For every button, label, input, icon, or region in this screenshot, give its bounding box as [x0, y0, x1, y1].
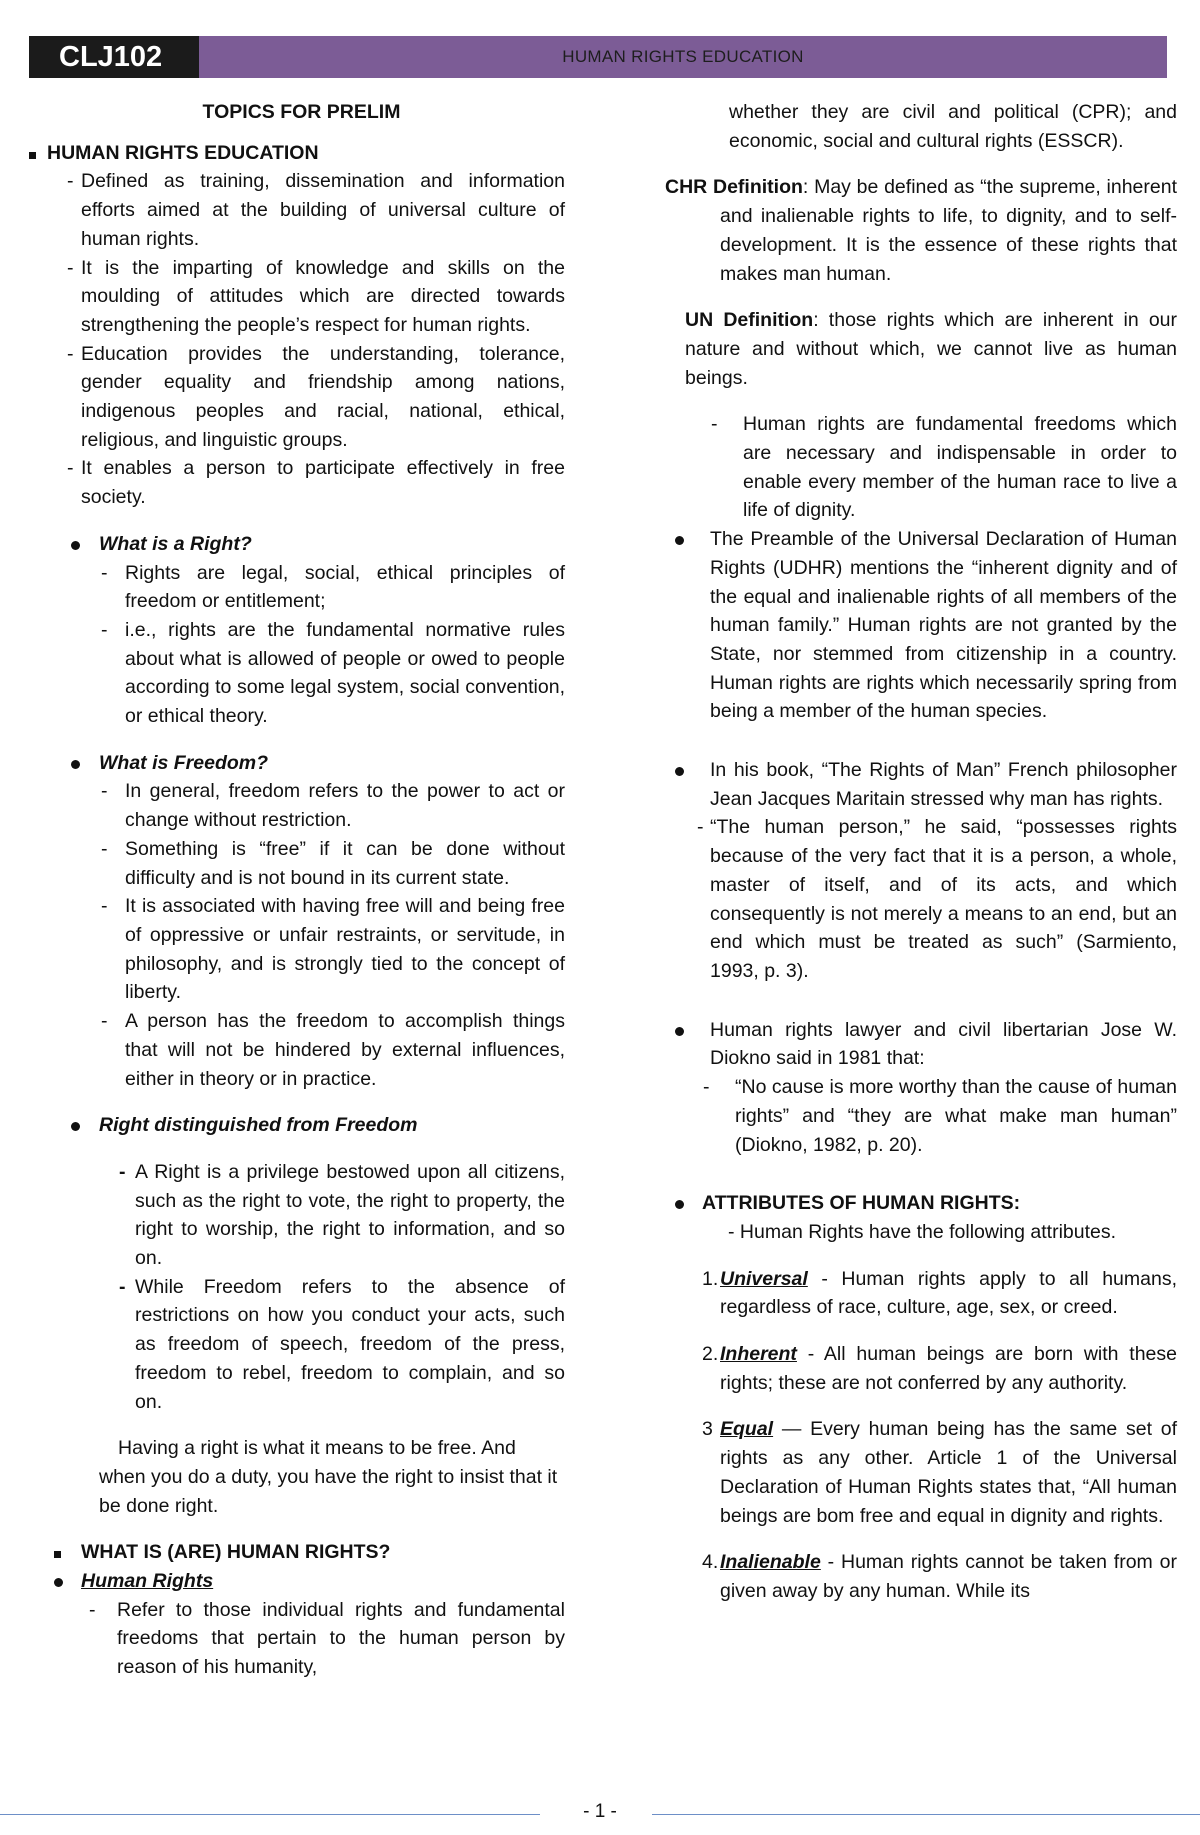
square-bullet-icon [29, 139, 36, 168]
chr-definition: CHR Definition: May be defined as “the supreme, inherent and inalienable rights to life, to dignity, and to self-development. It is the essence of these rights that makes man human. [665, 176, 1177, 285]
footer-rule-left [0, 1814, 540, 1815]
bullet-icon [675, 525, 684, 554]
list-item: - It enables a person to participate effectively in free society. [67, 457, 565, 509]
diokno-bullet: Human rights lawyer and civil libertarian Jose W. Diokno said in 1981 that: [660, 1016, 1177, 1073]
list-item: - “No cause is more worthy than the cause of human rights” and “they are what make man human” (Diokno, 1982, p. 20). [703, 1076, 1177, 1156]
list-item: - It is the imparting of knowledge and skills on the moulding of attitudes which are directed towards strengthening the people’s respect for human rights. [67, 256, 565, 336]
attributes-intro: - Human Rights have the following attributes. [728, 1220, 1117, 1243]
hr-subheading: Human Rights [28, 1567, 565, 1596]
header-title: HUMAN RIGHTS EDUCATION [199, 36, 1167, 78]
what-heading: WHAT IS (ARE) HUMAN RIGHTS? [28, 1538, 565, 1567]
list-item: - Human rights are fundamental freedoms which are necessary and indispensable in order to enable every member of the human race to live a life of dignity. [711, 413, 1177, 522]
freedom-heading: What is Freedom? [28, 749, 565, 778]
list-item: - i.e., rights are the fundamental normative rules about what is allowed of people or owed to people according to some legal system, social convention, or ethical theory. [101, 618, 565, 728]
attribute-item: 4. Inalienable - Human rights cannot be taken from or given away by any human. While its [702, 1551, 1177, 1602]
list-item: - While Freedom refers to the absence of restrictions on how you conduct your acts, such as freedom of speech, freedom of the press, freedom to rebel, freedom to complain, and so on. [119, 1275, 565, 1413]
square-bullet-icon [54, 1538, 61, 1567]
course-code: CLJ102 [29, 36, 199, 78]
footer-rule-right [652, 1814, 1200, 1815]
topics-title: TOPICS FOR PRELIM [202, 101, 401, 123]
attribute-item: 1. Universal - Human rights apply to all humans, regardless of race, culture, age, sex, or creed. [702, 1267, 1177, 1319]
maritain-quote: - “The human person,” he said, “possesses rights because of the very fact that it is a person, a whole, master of itself, and of its acts, and which consequently is not merely a means to an end, but an end which must be treated as such” (Sarmiento, 1993, p. 3). [697, 816, 1177, 982]
udhr-bullet: The Preamble of the Universal Declaration of Human Rights (UDHR) mentions the “inherent dignity and of the equal and inalienable rights of all members of the human family.” Human rights are not granted by the State, nor stemmed from citizenship in a country. Human rights are rights which necessarily spring from being a member of the human species. [660, 525, 1177, 726]
list-item: - It is associated with having free will and being free of oppressive or unfair restraints, or servitude, in philosophy, and is strongly tied to the concept of liberty. [101, 895, 565, 1004]
duty-paragraph: Having a right is what it means to be free. And when you do a duty, you have the right to insist that it be done right. [99, 1437, 558, 1517]
list-item: - Defined as training, dissemination and information efforts aimed at the building of universal culture of human rights. [67, 170, 565, 250]
bullet-icon [675, 1016, 684, 1045]
un-definition: UN Definition: those rights which are inherent in our nature and without which, we cannot live as human beings. [685, 309, 1177, 389]
continuation-text: whether they are civil and political (CPR); and economic, social and cultural rights (ESSCR). [729, 101, 1177, 152]
bullet-icon [675, 756, 684, 785]
right-column [660, 98, 1177, 1606]
list-item: - Refer to those individual rights and fundamental freedoms that pertain to the human person by reason of his humanity, [89, 1598, 565, 1679]
bullet-icon [54, 1567, 63, 1596]
page-number: - 1 - [583, 1801, 617, 1822]
list-item: - Something is “free” if it can be done without difficulty and is not bound in its current state. [101, 837, 565, 889]
attribute-item: 3 Equal — Every human being has the same set of rights as any other. Article 1 of the Universal Declaration of Human Rights states that, “All human beings are bom free and equal in dignity and rights. [702, 1418, 1177, 1527]
list-item: - A person has the freedom to accomplish things that will not be hindered by external influences, either in theory or in practice. [101, 1010, 565, 1090]
bullet-icon [71, 749, 80, 778]
bullet-icon [71, 1111, 80, 1140]
list-item: - In general, freedom refers to the power to act or change without restriction. [101, 780, 565, 832]
list-item: - Education provides the understanding, tolerance, gender equality and friendship among nations, indigenous peoples and racial, national, ethical, religious, and linguistic groups. [67, 342, 565, 451]
right-heading: What is a Right? [28, 530, 565, 559]
maritain-bullet: In his book, “The Rights of Man” French philosopher Jean Jacques Maritain stressed why man has rights. [660, 756, 1177, 813]
hre-heading [28, 139, 565, 168]
bullet-icon [675, 1189, 684, 1218]
list-item: - A Right is a privilege bestowed upon all citizens, such as the right to vote, the right to property, the right to worship, the right to information, and so on. [119, 1160, 565, 1270]
bullet-icon [71, 530, 80, 559]
attributes-heading: ATTRIBUTES OF HUMAN RIGHTS: [660, 1189, 1177, 1218]
attribute-item: 2. Inherent - All human beings are born with these rights; these are not conferred by any authority. [702, 1343, 1177, 1394]
hre-heading-text: HUMAN RIGHTS EDUCATION [47, 141, 319, 164]
distinguish-heading: Right distinguished from Freedom [28, 1111, 565, 1140]
left-column [28, 98, 565, 1682]
list-item: - Rights are legal, social, ethical principles of freedom or entitlement; [101, 561, 565, 613]
